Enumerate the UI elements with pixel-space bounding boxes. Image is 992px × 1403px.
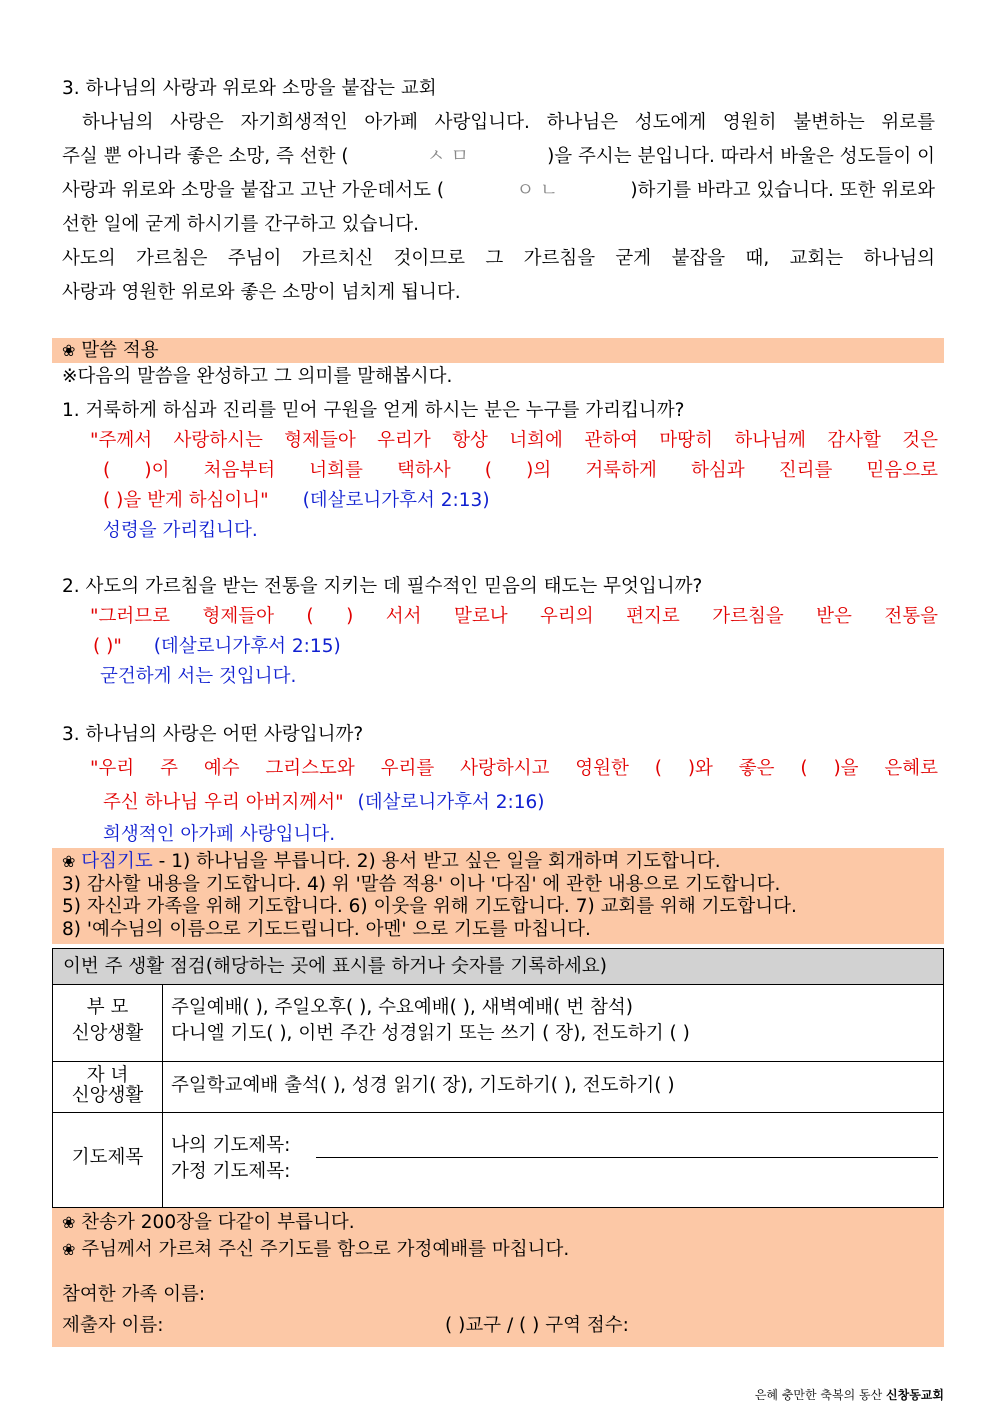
children-label <box>53 1066 162 1106</box>
prayer-line: 5) 자신과 가족을 위해 기도합니다. 6) 이웃을 위해 기도합니다. 7) 교회를 위해 기도합니다. <box>62 896 797 917</box>
flower-icon: ❀ <box>62 341 76 360</box>
apply-instruction: ※다음의 말씀을 완성하고 그 의미를 말해봅시다. <box>62 366 453 387</box>
text-part: 사랑과 위로와 소망을 붙잡고 고난 가운데서도 ( <box>62 180 445 201</box>
divider <box>53 1061 943 1062</box>
verse-text: ( )을 받게 하심이니" <box>103 490 269 511</box>
verse-line: ( )이 처음부터 너희를 택하사 ( )의 거룩하게 하심과 진리를 믿음으로 <box>103 460 938 481</box>
verse-text: 주신 하나님 우리 아버지께서" <box>103 792 344 813</box>
closing-text: 찬송가 200장을 다같이 부릅니다. <box>81 1212 355 1233</box>
question-3: 3. 하나님의 사랑은 어떤 사랑입니까? <box>62 724 364 745</box>
divider <box>162 985 163 1207</box>
answer: 희생적인 아가페 사랑입니다. <box>103 824 336 845</box>
verse-reference: (데살로니가후서 2:13) <box>302 490 490 511</box>
children-fields[interactable]: 주일학교예배 출석( ), 성경 읽기( 장), 기도하기( ), 전도하기( ) <box>171 1075 675 1096</box>
my-prayer-label: 나의 기도제목: <box>171 1135 291 1156</box>
answer: 굳건하게 서는 것입니다. <box>100 666 297 687</box>
parents-label <box>53 995 162 1047</box>
question-1: 1. 거룩하게 하심과 진리를 믿어 구원을 얻게 하시는 분은 누구를 가리킵니까? <box>62 400 685 421</box>
footer <box>755 1386 944 1403</box>
apply-header-label: 말씀 적용 <box>81 340 159 361</box>
paragraph-line <box>62 174 935 208</box>
prayer-topic-fields[interactable] <box>171 1133 290 1185</box>
prayer-line: 3) 감사할 내용을 기도합니다. 4) 위 '말씀 적용' 이나 '다짐' 에 관한 내용으로 기도합니다. <box>62 873 781 895</box>
blank-hint: ㅇ ㄴ <box>516 180 558 201</box>
footer-text: 은혜 충만한 축복의 동산 <box>754 1388 883 1402</box>
divider <box>53 1112 943 1113</box>
church-name: 신창동교회 <box>886 1388 944 1402</box>
paragraph-line: 사랑과 영원한 위로와 좋은 소망이 넘치게 됩니다. <box>62 282 461 303</box>
row-label: 신앙생활 <box>71 1023 144 1044</box>
paragraph-line: 선한 일에 굳게 하시기를 간구하고 있습니다. <box>62 214 419 235</box>
paragraph-line: 사도의 가르침은 주님이 가르치신 것이므로 그 가르침을 굳게 붙잡을 때, 교회는 하나님의 <box>62 248 935 269</box>
checkup-table <box>52 948 944 1208</box>
verse-line: "우리 주 예수 그리스도와 우리를 사랑하시고 영원한 ( )와 좋은 ( )을 은혜로 <box>90 758 938 779</box>
verse-line: "주께서 사랑하시는 형제들아 우리가 항상 너희에 관하여 마땅히 하나님께 감사할 것은 <box>90 430 938 451</box>
verse-line <box>103 484 490 518</box>
district-label[interactable]: ( )교구 / ( ) 구역 점수: <box>445 1315 629 1336</box>
submitter-label[interactable]: 제출자 이름: <box>62 1315 164 1336</box>
verse-line: "그러므로 형제들아 ( ) 서서 말로나 우리의 편지로 가르침을 받은 전통을 <box>90 606 938 627</box>
prayer-text: - 1) 하나님을 부릅니다. 2) 용서 받고 싶은 일을 회개하며 기도합니다. <box>152 851 721 872</box>
verse-line <box>93 630 341 664</box>
prayer-guide <box>62 851 797 941</box>
row-label: 부 모 <box>86 997 129 1018</box>
blank-hint: ㅅ ㅁ <box>427 146 469 167</box>
family-prayer-label: 가정 기도제목: <box>171 1161 291 1182</box>
text-part: )을 주시는 분입니다. 따라서 바울은 성도들이 이 <box>547 146 935 167</box>
prayer-label: 다짐기도 <box>81 851 153 872</box>
closing-line <box>62 1209 355 1237</box>
family-names-label[interactable]: 참여한 가족 이름: <box>62 1284 206 1305</box>
question-2: 2. 사도의 가르침을 받는 전통을 지키는 데 필수적인 믿음의 태도는 무엇입니까? <box>62 576 703 597</box>
parents-fields[interactable] <box>171 995 690 1047</box>
verse-line <box>103 786 544 820</box>
verse-reference: (데살로니가후서 2:15) <box>153 636 341 657</box>
text-part: 주실 뿐 아니라 좋은 소망, 즉 선한 ( <box>62 146 349 167</box>
answer: 성령을 가리킵니다. <box>103 520 258 541</box>
text-part: )하기를 바라고 있습니다. 또한 위로와 <box>630 180 935 201</box>
section-title: 3. 하나님의 사랑과 위로와 소망을 붙잡는 교회 <box>62 78 437 99</box>
prayer-line: 8) '예수님의 이름으로 기도드립니다. 아멘' 으로 기도를 마칩니다. <box>62 918 591 940</box>
row-label: 신앙생활 <box>71 1085 144 1106</box>
verse-reference: (데살로니가후서 2:16) <box>357 792 545 813</box>
prayer-input-line[interactable] <box>316 1157 938 1158</box>
flower-icon: ❀ <box>62 852 76 871</box>
parents-line[interactable]: 다니엘 기도( ), 이번 주간 성경읽기 또는 쓰기 ( 장), 전도하기 ( ) <box>171 1023 690 1044</box>
flower-icon: ❀ <box>62 1240 76 1259</box>
prayer-topic-label: 기도제목 <box>71 1147 144 1168</box>
flower-icon: ❀ <box>62 1213 76 1232</box>
prayer-line <box>62 851 797 874</box>
paragraph-line: 하나님의 사랑은 자기희생적인 아가페 사랑입니다. 하나님은 성도에게 영원히 불변하는 위로를 <box>82 112 935 133</box>
verse-text: ( )" <box>93 636 122 657</box>
checkup-header-text: 이번 주 생활 점검(해당하는 곳에 표시를 하거나 숫자를 기록하세요) <box>63 956 607 977</box>
closing-line <box>62 1236 569 1264</box>
row-label: 자 녀 <box>86 1065 129 1086</box>
parents-line[interactable]: 주일예배( ), 주일오후( ), 수요예배( ), 새벽예배( 번 참석) <box>171 997 633 1018</box>
paragraph-line <box>62 140 935 174</box>
closing-text: 주님께서 가르쳐 주신 주기도를 함으로 가정예배를 마칩니다. <box>81 1239 570 1260</box>
